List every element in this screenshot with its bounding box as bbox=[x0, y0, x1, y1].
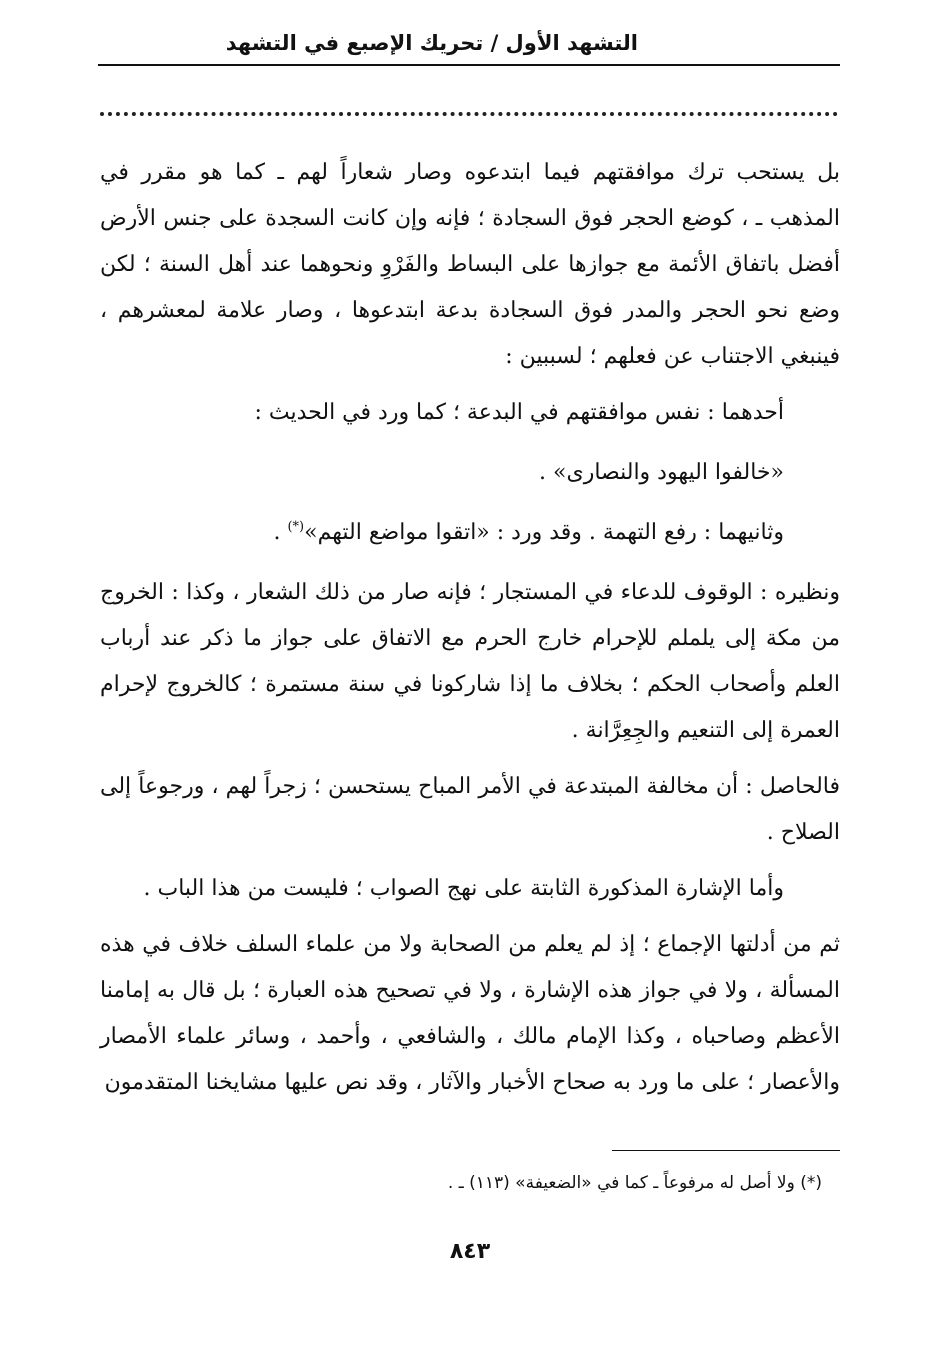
footnote-marker: (*) bbox=[287, 519, 305, 535]
dotted-separator bbox=[100, 112, 838, 116]
main-text bbox=[100, 150, 840, 1116]
paragraph-1: بل يستحب ترك موافقتهم فيما ابتدعوه وصار شعاراً لهم ـ كما هو مقرر في المذهب ـ ، كوضع الحجر فوق السجادة ؛ فإنه وإن كانت السجدة على جنس الأرض أفضل باتفاق الأئمة مع جوازها على البساط والفَرْوِ ونحوهما عند أهل السنة ؛ لكن وضع نحو الحجر والمدر فوق السجادة بدعة ابتدعوها ، وصار علامة لمعشرهم ، فينبغي الاجتناب عن فعلهم ؛ لسببين : bbox=[100, 160, 840, 369]
page-number: ٨٤٣ bbox=[449, 1239, 491, 1264]
footnote-text: (*) ولا أصل له مرفوعاً ـ كما في «الضعيفة» (١١٣) ـ . bbox=[447, 1173, 822, 1193]
running-header-title: التشهد الأول / تحريك الإصبع في التشهد bbox=[225, 31, 638, 55]
footnote-rule bbox=[612, 1150, 840, 1151]
paragraph-7: ثم من أدلتها الإجماع ؛ إذ لم يعلم من الصحابة ولا من علماء السلف خلاف في هذه المسألة ، ولا في جواز هذه الإشارة ، ولا في تصحيح هذه العبارة ؛ بل قال به إمامنا الأعظم وصاحباه ، وكذا الإمام مالك ، والشافعي ، وأحمد ، وسائر علماء الأمصار والأعصار ؛ على ما ورد به صحاح الأخبار والآثار ، وقد نص عليها مشايخنا المتقدمون bbox=[100, 932, 840, 1095]
paragraph-3 bbox=[100, 510, 840, 556]
hadith-quote: «خالفوا اليهود والنصارى» . bbox=[539, 460, 784, 485]
paragraph-5: فالحاصل : أن مخالفة المبتدعة في الأمر المباح يستحسن ؛ زجراً لهم ، ورجوعاً إلى الصلاح . bbox=[100, 774, 840, 845]
paragraph-3-text: وثانيهما : رفع التهمة . وقد ورد : «اتقوا مواضع التهم» bbox=[304, 520, 784, 545]
paragraph-2: أحدهما : نفس موافقتهم في البدعة ؛ كما ورد في الحديث : bbox=[254, 400, 784, 425]
paragraph-4: ونظيره : الوقوف للدعاء في المستجار ؛ فإنه صار من ذلك الشعار ، وكذا : الخروج من مكة إلى يلملم للإحرام خارج الحرم مع الاتفاق على جواز ما ذكر عند أرباب العلم وأصحاب الحكم ؛ بخلاف ما إذا شاركونا في سنة مستمرة ؛ كالخروج لإحرام العمرة إلى التنعيم والجِعِرَّانة . bbox=[100, 580, 840, 743]
paragraph-3-period: . bbox=[273, 520, 288, 545]
header-rule bbox=[98, 64, 840, 66]
paragraph-6: وأما الإشارة المذكورة الثابتة على نهج الصواب ؛ فليست من هذا الباب . bbox=[143, 876, 784, 901]
